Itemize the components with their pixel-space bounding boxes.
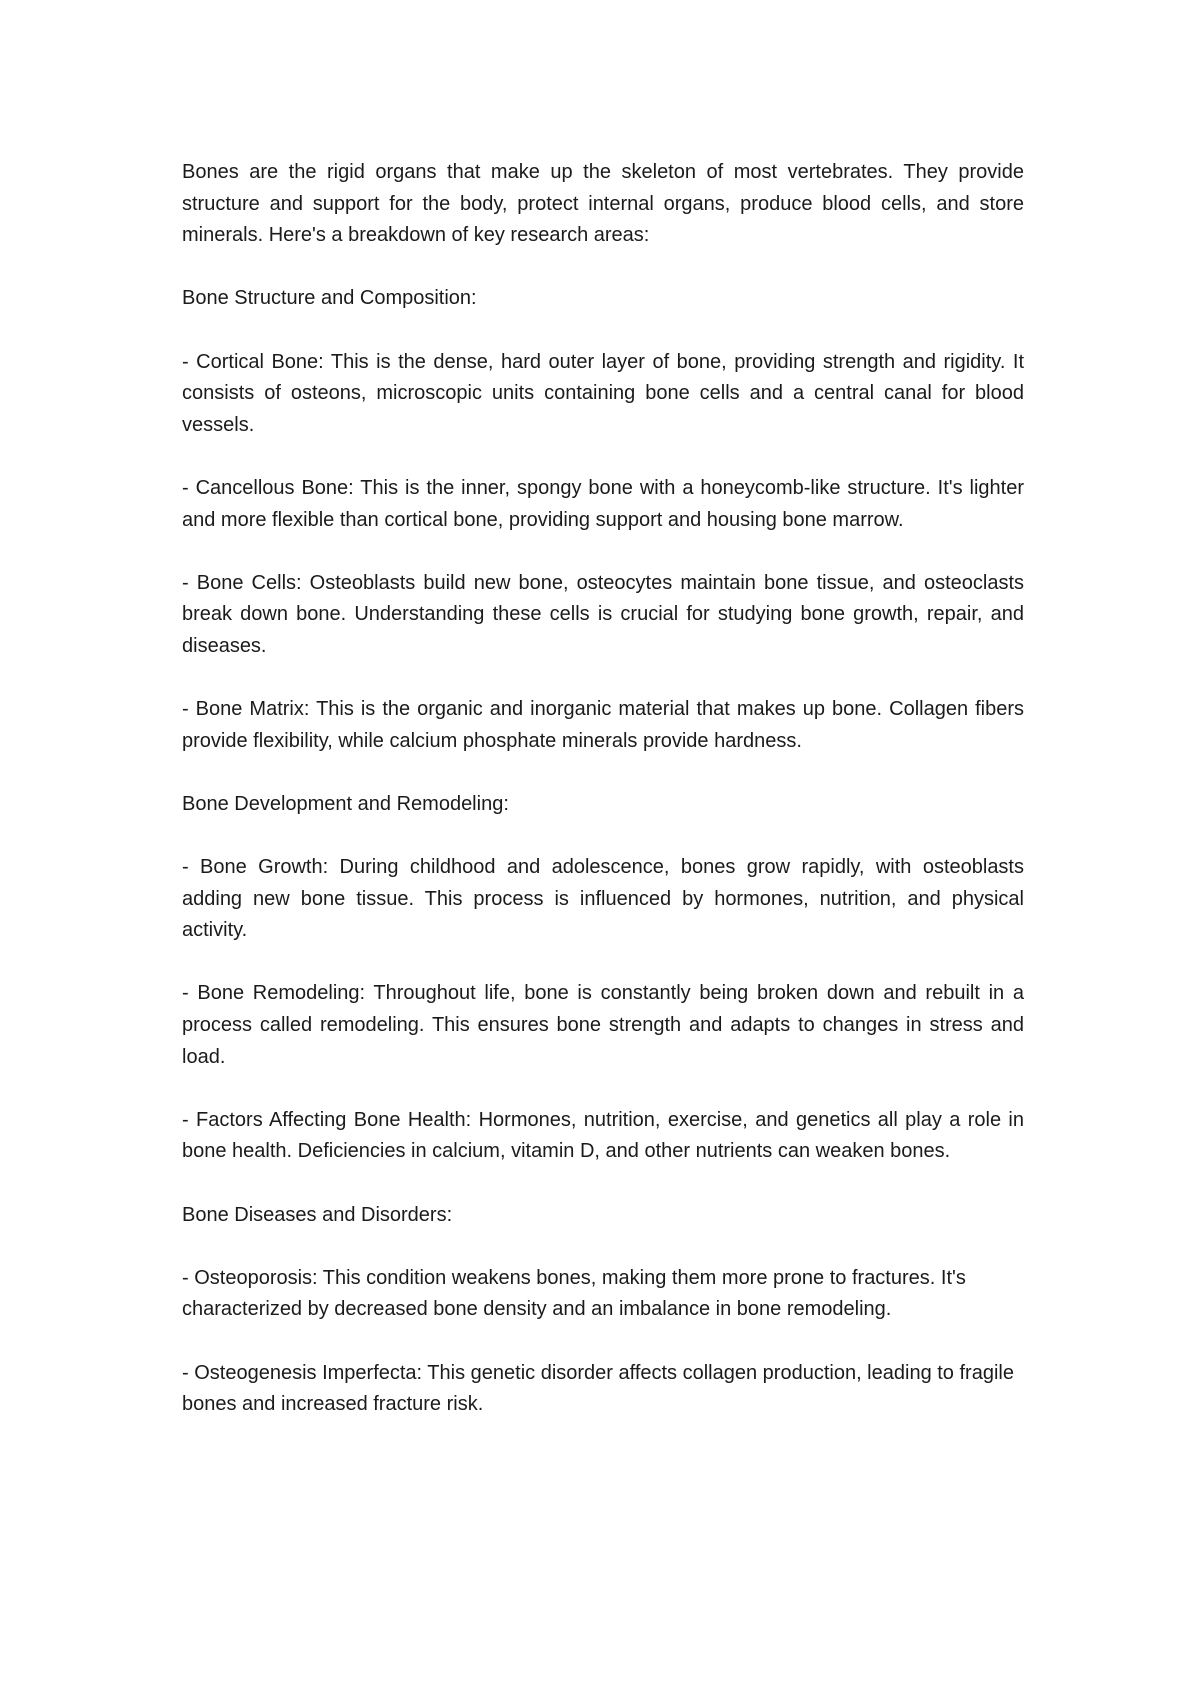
list-item-osteogenesis-imperfecta: - Osteogenesis Imperfecta: This genetic disorder affects collagen production, leading to fragile bones and increased fracture risk.	[182, 1361, 1014, 1416]
section-heading-development: Bone Development and Remodeling:	[182, 792, 509, 815]
section-heading-diseases: Bone Diseases and Disorders:	[182, 1203, 453, 1226]
list-item-cortical-bone: - Cortical Bone: This is the dense, hard outer layer of bone, providing strength and rigidity. It consists of osteons, microscopic units containing bone cells and a central canal for blood vessels.	[182, 350, 1024, 436]
list-item-bone-remodeling: - Bone Remodeling: Throughout life, bone is constantly being broken down and rebuilt in a process called remodeling. This ensures bone strength and adapts to changes in stress and load.	[182, 982, 1024, 1068]
list-item-bone-growth: - Bone Growth: During childhood and adolescence, bones grow rapidly, with osteoblasts adding new bone tissue. This process is influenced by hormones, nutrition, and physical activity.	[182, 856, 1024, 942]
list-item-factors-bone-health: - Factors Affecting Bone Health: Hormones, nutrition, exercise, and genetics all play a role in bone health. Deficiencies in calcium, vitamin D, and other nutrients can weaken bones.	[182, 1108, 1024, 1163]
intro-paragraph: Bones are the rigid organs that make up the skeleton of most vertebrates. They provide structure and support for the body, protect internal organs, produce blood cells, and store minerals. Here's a breakdown of key research areas:	[182, 161, 1024, 247]
list-item-bone-matrix: - Bone Matrix: This is the organic and inorganic material that makes up bone. Collagen fibers provide flexibility, while calcium phosphate minerals provide hardness.	[182, 698, 1024, 752]
document-body	[182, 157, 1024, 1452]
section-heading-structure: Bone Structure and Composition:	[182, 287, 477, 310]
list-item-bone-cells: - Bone Cells: Osteoblasts build new bone, osteocytes maintain bone tissue, and osteoclasts break down bone. Understanding these cells is crucial for studying bone growth, repair, and diseases.	[182, 571, 1024, 657]
list-item-cancellous-bone: - Cancellous Bone: This is the inner, spongy bone with a honeycomb-like structure. It's lighter and more flexible than cortical bone, providing support and housing bone marrow.	[182, 476, 1024, 531]
list-item-osteoporosis: - Osteoporosis: This condition weakens bones, making them more prone to fractures. It's characterized by decreased bone density and an imbalance in bone remodeling.	[182, 1266, 966, 1321]
